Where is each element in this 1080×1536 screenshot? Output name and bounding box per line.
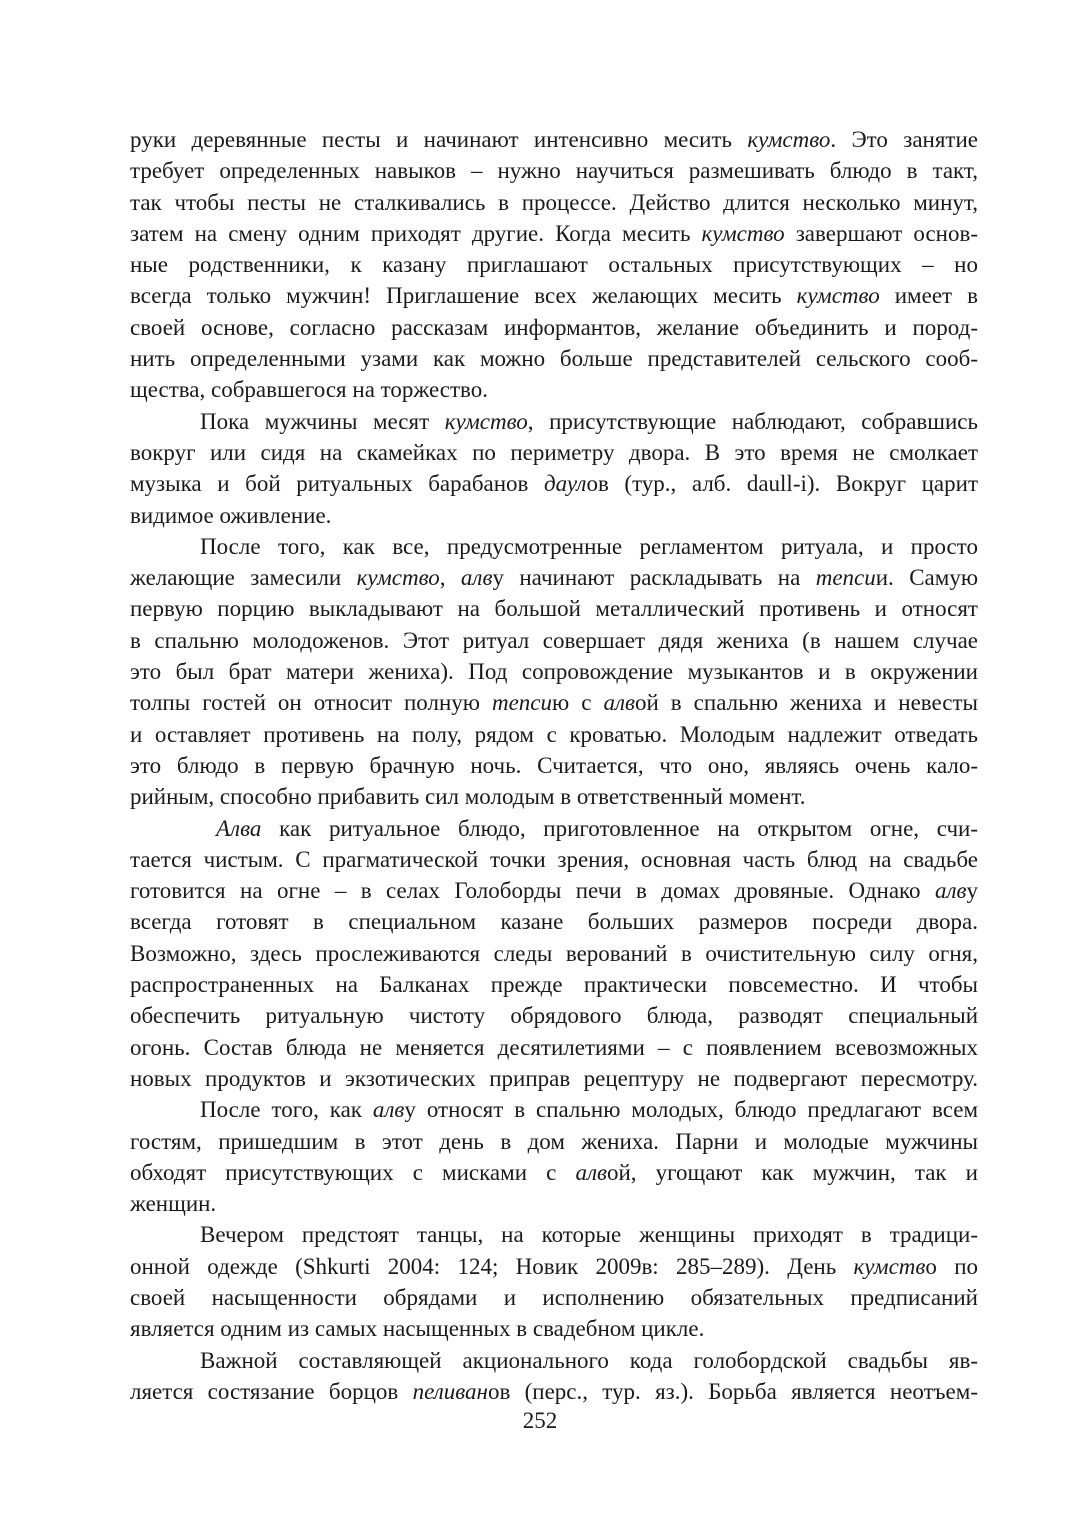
italic-term: кумство: [444, 408, 528, 434]
text-line: [130, 531, 978, 562]
text-run: распространенных на Балканах прежде практически повсеместно. И чтобы: [130, 972, 978, 998]
paragraph: [130, 813, 978, 1095]
text-line: [130, 280, 978, 311]
text-line: [130, 781, 978, 812]
text-run: . Это занятие: [830, 127, 978, 152]
paragraph: [130, 1219, 978, 1344]
text-line: [130, 719, 978, 750]
text-line: [130, 124, 978, 155]
text-run: гостям, пришедшим в этот день в дом жениха. Парни и молодые мужчины: [130, 1128, 978, 1154]
text-line: [130, 218, 978, 249]
text-run: ю с: [552, 690, 604, 716]
text-run: у начинают раскладывать на: [492, 565, 816, 591]
text-run: ов (перс., тур. яз.). Борьба является неотъем-: [487, 1378, 978, 1404]
text-run: своей насыщенности обрядами и исполнению обязательных предписаний: [130, 1284, 978, 1310]
text-run: Возможно, здесь прослеживаются следы верований в очистительную силу огня,: [130, 940, 978, 966]
italic-term: кумство: [701, 220, 785, 246]
italic-term: алв: [934, 878, 967, 904]
italic-term: тепси: [491, 690, 553, 716]
text-run: у: [966, 878, 978, 904]
text-line: [130, 312, 978, 343]
text-line: [130, 625, 978, 656]
text-run: обеспечить ритуальную чистоту обрядового блюда, разводят специальный: [130, 1003, 978, 1029]
text-line: [130, 1126, 978, 1157]
italic-term: даул: [544, 471, 587, 497]
text-line: [130, 938, 978, 969]
text-run: как ритуальное блюдо, приготовленное на открытом огне, счи-: [261, 815, 978, 841]
text-run: видимое оживление.: [130, 502, 332, 528]
paragraph: [130, 124, 978, 406]
text-run: имеет в: [879, 283, 978, 309]
text-run: и оставляет противень на полу, рядом с кроватью. Молодым надлежит отведать: [130, 721, 978, 747]
text-line: [130, 1219, 978, 1250]
text-run: После того, как все, предусмотренные регламентом ритуала, и просто: [200, 533, 978, 559]
text-run: новых продуктов и экзотических приправ рецептуру не подвергают пересмотру.: [130, 1065, 978, 1091]
text-run: всегда только мужчин! Приглашение всех желающих месить: [130, 283, 797, 309]
text-line: [130, 1282, 978, 1313]
text-run: руки деревянные песты и начинают интенсивно месить: [130, 127, 748, 152]
text-run: это блюдо в первую брачную ночь. Считается, что оно, являясь очень кало-: [130, 752, 978, 778]
text-line: [130, 500, 978, 531]
text-run: ов (тур., алб. daull-i). Вокруг царит: [586, 471, 978, 497]
text-line: [130, 875, 978, 906]
text-run: затем на смену одним приходят другие. Когда месить: [130, 220, 702, 246]
text-line: [130, 1345, 978, 1376]
text-line: [130, 374, 978, 405]
document-body: [130, 124, 978, 1407]
text-run: Вечером предстоят танцы, на которые женщины приходят в традици-: [200, 1222, 978, 1248]
text-line: [130, 1157, 978, 1188]
text-run: завершают основ-: [784, 220, 978, 246]
text-run: и. Самую: [875, 565, 978, 591]
italic-term: алв: [603, 690, 635, 716]
text-run: ой, угощают как мужчин, так и: [606, 1159, 978, 1185]
text-run: вокруг или сидя на скамейках по периметру двора. В это время не смолкает: [130, 439, 978, 465]
text-line: [130, 813, 978, 844]
text-line: [130, 969, 978, 1000]
text-line: [130, 155, 978, 186]
italic-term: кумство: [747, 127, 831, 152]
italic-term: алв: [460, 565, 493, 591]
text-run: огонь. Состав блюда не меняется десятилетиями – с появлением всевозможных: [130, 1034, 978, 1060]
text-run: нить определенными узами как можно больше представителей сельского сооб-: [130, 346, 978, 372]
text-run: музыка и бой ритуальных барабанов: [130, 471, 544, 497]
text-run: Важной составляющей акционального кода голобордской свадьбы яв-: [200, 1347, 978, 1373]
italic-term: алв: [575, 1159, 607, 1185]
paragraph: [130, 531, 978, 813]
text-run: своей основе, согласно рассказам информантов, желание объединить и пород-: [130, 314, 978, 340]
text-run: о по: [925, 1253, 979, 1279]
text-line: [130, 249, 978, 280]
text-run: требует определенных навыков – нужно научиться размешивать блюдо в такт,: [130, 158, 978, 184]
text-run: ные родственники, к казану приглашают остальных присутствующих – но: [130, 252, 978, 278]
text-line: [130, 1000, 978, 1031]
text-run: ,: [439, 565, 461, 591]
text-run: После того, как: [200, 1097, 373, 1123]
text-run: онной одежде (Shkurti 2004: 124; Новик 2009в: 285–289). День: [130, 1253, 854, 1279]
text-run: это был брат матери жениха). Под сопровождение музыкантов и в окружении: [130, 659, 978, 685]
text-run: ляется состязание борцов: [130, 1378, 413, 1404]
text-line: [130, 468, 978, 499]
italic-term: тепси: [815, 565, 876, 591]
text-run: обходят присутствующих с мисками с: [130, 1159, 576, 1185]
text-run: первую порцию выкладывают на большой металлический противень и относят: [130, 596, 978, 622]
text-line: [130, 562, 978, 593]
text-run: желающие замесили: [130, 565, 357, 591]
paragraph: [130, 406, 978, 531]
text-run: так чтобы песты не сталкивались в процессе. Действо длится несколько минут,: [130, 189, 978, 215]
text-line: [130, 437, 978, 468]
text-line: [130, 1313, 978, 1344]
text-run: является одним из самых насыщенных в свадебном цикле.: [130, 1316, 705, 1342]
page-number: 252: [522, 1408, 558, 1433]
text-run: рийным, способно прибавить сил молодым в ответственный момент.: [130, 784, 806, 810]
text-run: тается чистым. С прагматической точки зрения, основная часть блюд на свадьбе: [130, 846, 978, 872]
paragraph: [130, 1094, 978, 1219]
text-line: [130, 844, 978, 875]
text-line: [130, 1063, 978, 1094]
text-line: [130, 687, 978, 718]
italic-term: кумство: [356, 565, 440, 591]
text-line: [130, 1094, 978, 1125]
text-line: [130, 187, 978, 218]
text-line: [130, 1251, 978, 1282]
italic-term: пеливан: [412, 1378, 488, 1404]
italic-term: Алва: [216, 815, 262, 841]
italic-term: алв: [372, 1097, 405, 1123]
text-line: [130, 906, 978, 937]
text-run: ой в спальню жениха и невесты: [634, 690, 978, 716]
italic-term: кумство: [796, 283, 880, 309]
text-run: готовится на огне – в селах Голоборды печи в домах дровяные. Однако: [130, 878, 935, 904]
text-run: щества, собравшегося на торжество.: [130, 377, 488, 403]
text-run: Пока мужчины месят: [200, 408, 445, 434]
text-line: [130, 656, 978, 687]
text-run: , присутствующие наблюдают, собравшись: [527, 408, 978, 434]
text-line: [130, 1188, 978, 1219]
text-line: [130, 593, 978, 624]
text-run: у относят в спальню молодых, блюдо предлагают всем: [404, 1097, 978, 1123]
text-run: толпы гостей он относит полную: [130, 690, 492, 716]
paragraph: [130, 1345, 978, 1408]
text-run: женщин.: [130, 1191, 217, 1217]
italic-term: кумств: [853, 1253, 926, 1279]
text-line: [130, 1032, 978, 1063]
text-run: в спальню молодоженов. Этот ритуал совершает дядя жениха (в нашем случае: [130, 627, 978, 653]
text-line: [130, 343, 978, 374]
text-line: [130, 1376, 978, 1407]
text-line: [130, 750, 978, 781]
text-run: всегда готовят в специальном казане больших размеров посреди двора.: [130, 909, 978, 935]
text-line: [130, 406, 978, 437]
